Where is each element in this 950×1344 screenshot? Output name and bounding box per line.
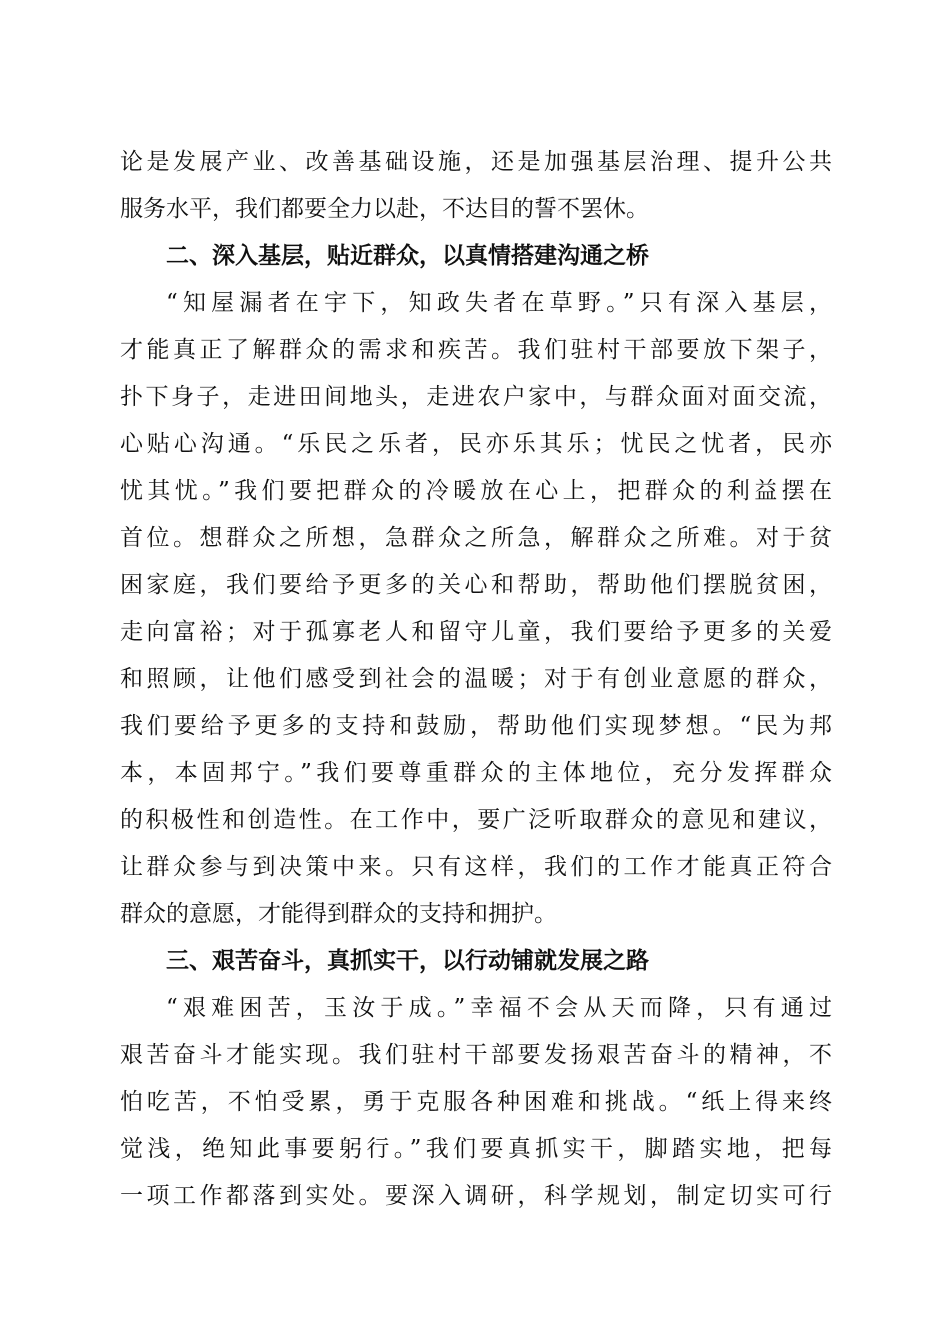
body-text-line: “艰难困苦，玉汝于成。”幸福不会从天而降，只有通过 <box>166 995 832 1021</box>
body-text-line: 论是发展产业、改善基础设施，还是加强基层治理、提升公共 <box>120 149 832 175</box>
body-text-line: 群众的意愿，才能得到群众的支持和拥护。 <box>120 901 557 927</box>
body-text-line: 才能真正了解群众的需求和疾苦。我们驻村干部要放下架子， <box>120 337 832 363</box>
body-text-line: “知屋漏者在宇下，知政失者在草野。”只有深入基层， <box>166 290 832 316</box>
body-text-line: 困家庭，我们要给予更多的关心和帮助，帮助他们摆脱贫困， <box>120 572 832 598</box>
body-text-line: 服务水平，我们都要全力以赴，不达目的誓不罢休。 <box>120 196 649 222</box>
body-text-line: 艰苦奋斗才能实现。我们驻村干部要发扬艰苦奋斗的精神，不 <box>120 1042 832 1068</box>
section-heading: 三、艰苦奋斗，真抓实干，以行动铺就发展之路 <box>166 948 649 974</box>
body-text-line: 的积极性和创造性。在工作中，要广泛听取群众的意见和建议， <box>120 807 832 833</box>
body-text-line: 忧其忧。”我们要把群众的冷暖放在心上，把群众的利益摆在 <box>120 478 832 504</box>
body-text-line: 心贴心沟通。“乐民之乐者，民亦乐其乐；忧民之忧者，民亦 <box>120 431 832 457</box>
body-text-line: 觉浅，绝知此事要躬行。”我们要真抓实干，脚踏实地，把每 <box>120 1136 832 1162</box>
body-text-line: 一项工作都落到实处。要深入调研，科学规划，制定切实可行 <box>120 1183 832 1209</box>
body-text-line: 本，本固邦宁。”我们要尊重群众的主体地位，充分发挥群众 <box>120 760 832 786</box>
body-text-line: 首位。想群众之所想，急群众之所急，解群众之所难。对于贫 <box>120 525 832 551</box>
body-text-line: 我们要给予更多的支持和鼓励，帮助他们实现梦想。“民为邦 <box>120 713 832 739</box>
body-text-line: 怕吃苦，不怕受累，勇于克服各种困难和挑战。“纸上得来终 <box>120 1089 832 1115</box>
section-heading: 二、深入基层，贴近群众，以真情搭建沟通之桥 <box>166 243 649 269</box>
body-text-line: 和照顾，让他们感受到社会的温暖；对于有创业意愿的群众， <box>120 666 832 692</box>
body-text-line: 让群众参与到决策中来。只有这样，我们的工作才能真正符合 <box>120 854 832 880</box>
body-text-line: 走向富裕；对于孤寡老人和留守儿童，我们要给予更多的关爱 <box>120 619 832 645</box>
body-text-line: 扑下身子，走进田间地头，走进农户家中，与群众面对面交流， <box>120 384 832 410</box>
